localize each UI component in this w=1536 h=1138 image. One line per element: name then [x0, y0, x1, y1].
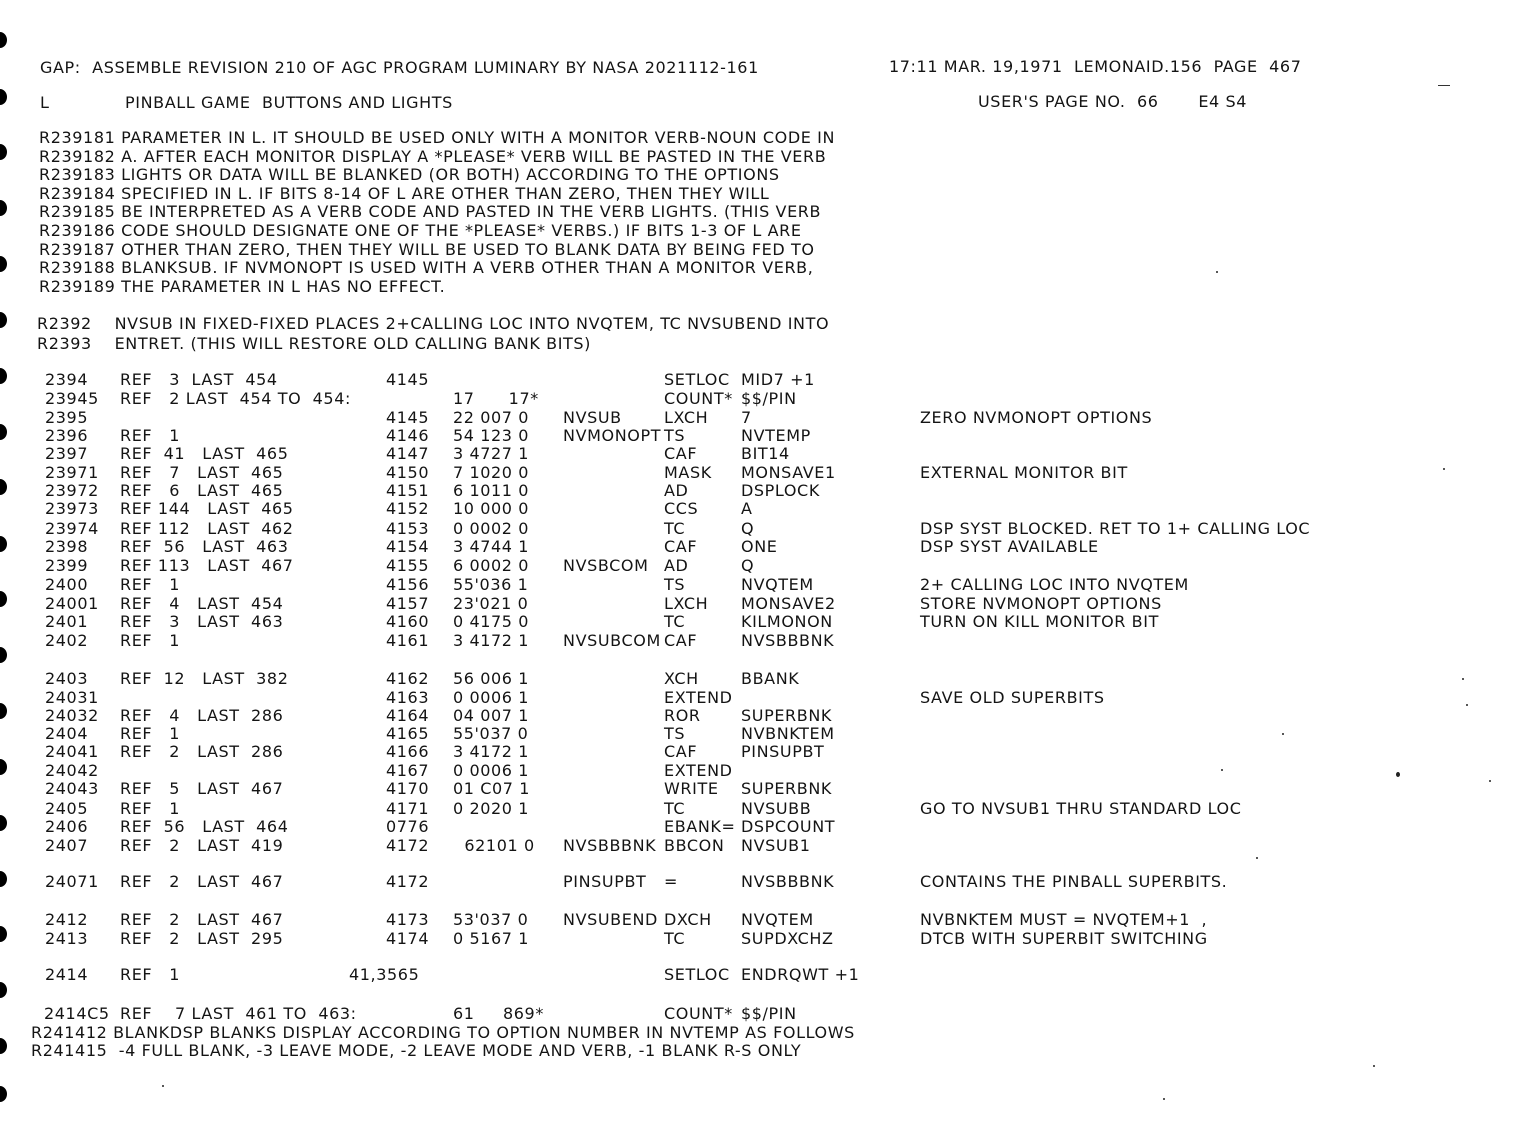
comment-line: R239187 OTHER THAN ZERO, THEN THEY WILL BE USED TO BLANK DATA BY BEING FED TO: [39, 239, 815, 259]
row-address: 4174: [386, 929, 430, 948]
row-reference: REF 6 LAST 465: [120, 481, 284, 500]
row-operand: $$/PIN: [741, 1004, 797, 1023]
row-operand: BIT14: [741, 444, 790, 463]
row-reference: REF 3 LAST 463: [120, 612, 284, 631]
row-opcode: =: [664, 872, 679, 891]
row-octal-code: 54 123 0: [453, 426, 530, 445]
speck: [1396, 772, 1400, 777]
header-title: GAP: ASSEMBLE REVISION 210 OF AGC PROGRAM LUMINARY BY NASA 2021112-161: [40, 58, 759, 77]
row-comment: SAVE OLD SUPERBITS: [920, 688, 1105, 707]
row-reference: REF 112 LAST 462: [120, 519, 294, 538]
row-operand: ONE: [741, 537, 778, 556]
row-operand: NVQTEM: [741, 910, 814, 929]
comment-line: R239183 LIGHTS OR DATA WILL BE BLANKED (OR BOTH) ACCORDING TO THE OPTIONS: [39, 165, 780, 185]
row-reference: REF 1: [120, 724, 181, 743]
row-address: 4170: [386, 779, 430, 798]
row-octal-code: 55'037 0: [453, 724, 529, 743]
punch-hole: [0, 926, 7, 942]
row-address: 4161: [386, 631, 430, 650]
row-sequence: 2400: [45, 575, 89, 594]
comment-line: R239184 SPECIFIED IN L. IF BITS 8-14 OF L ARE OTHER THAN ZERO, THEN THEY WILL: [39, 183, 770, 203]
row-opcode: COUNT*: [664, 1004, 733, 1023]
row-operand: DSPLOCK: [741, 481, 820, 500]
row-operand: NVQTEM: [741, 575, 814, 594]
row-sequence: 2412: [45, 910, 89, 929]
row-octal-code: 0 2020 1: [453, 799, 530, 818]
row-reference: REF 4 LAST 454: [120, 594, 284, 613]
row-address: 4166: [386, 742, 430, 761]
row-reference: REF 1: [120, 426, 181, 445]
row-sequence: 2404: [45, 724, 89, 743]
comment-line: R2392 NVSUB IN FIXED-FIXED PLACES 2+CALLING LOC INTO NVQTEM, TC NVSUBEND INTO: [37, 314, 830, 333]
row-label: NVSBBBNK: [563, 836, 657, 855]
row-opcode: MASK: [664, 463, 712, 482]
row-comment: DSP SYST BLOCKED. RET TO 1+ CALLING LOC: [920, 519, 1311, 538]
punch-hole: [0, 647, 7, 663]
header-user-page: USER'S PAGE NO. 66 E4 S4: [978, 92, 1248, 111]
punch-hole: [0, 368, 7, 384]
row-reference: REF 144 LAST 465: [120, 499, 294, 518]
row-octal-code: 0 0006 1: [453, 761, 530, 780]
row-reference: REF 7 LAST 461 TO 463:: [120, 1004, 357, 1023]
row-octal-code: 0 0002 0: [453, 519, 530, 538]
row-opcode: TS: [664, 426, 686, 445]
punch-hole: [0, 1038, 7, 1054]
punch-hole: [0, 815, 7, 831]
row-comment: STORE NVMONOPT OPTIONS: [920, 594, 1162, 613]
punch-hole: [0, 424, 7, 440]
comment-line: R241415 -4 FULL BLANK, -3 LEAVE MODE, -2 LEAVE MODE AND VERB, -1 BLANK R-S ONLY: [31, 1041, 802, 1060]
row-octal-code: 6 1011 0: [453, 481, 530, 500]
row-sequence: 24042: [45, 761, 99, 780]
row-operand: BBANK: [741, 669, 800, 688]
row-address: 4146: [386, 426, 430, 445]
punch-hole: [0, 256, 7, 272]
punch-hole: [0, 200, 7, 216]
row-address: 41,3565: [349, 965, 420, 984]
row-address: 4152: [386, 499, 430, 518]
row-operand: DSPCOUNT: [741, 817, 836, 836]
row-reference: REF 1: [120, 799, 181, 818]
row-address: 4157: [386, 594, 430, 613]
row-reference: REF 1: [120, 575, 181, 594]
row-octal-code: 3 4172 1: [453, 631, 530, 650]
row-operand: MID7 +1: [741, 370, 815, 389]
row-opcode: CAF: [664, 742, 698, 761]
row-operand: SUPERBNK: [741, 779, 832, 798]
punch-hole: [0, 871, 7, 887]
comment-line: R239185 BE INTERPRETED AS A VERB CODE AND PASTED IN THE VERB LIGHTS. (THIS VERB: [39, 202, 822, 222]
row-octal-code: 17 17*: [453, 389, 539, 408]
row-operand: NVSBBBNK: [741, 872, 835, 891]
row-reference: REF 2 LAST 286: [120, 742, 284, 761]
row-opcode: TC: [664, 612, 686, 631]
row-operand: PINSUPBT: [741, 742, 825, 761]
row-sequence: 2395: [45, 408, 89, 427]
margin-mark: [1438, 85, 1450, 86]
row-address: 4153: [386, 519, 430, 538]
row-opcode: LXCH: [664, 408, 709, 427]
row-sequence: 23972: [45, 481, 99, 500]
row-sequence: 2414C5: [44, 1004, 110, 1023]
row-reference: REF 2 LAST 295: [120, 929, 284, 948]
row-sequence: 2397: [45, 444, 89, 463]
row-address: 4145: [386, 408, 430, 427]
row-label: PINSUPBT: [563, 872, 647, 891]
row-operand: MONSAVE2: [741, 594, 836, 613]
row-operand: NVBNKTEM: [741, 724, 835, 743]
row-reference: REF 4 LAST 286: [120, 706, 284, 725]
row-sequence: 24031: [45, 688, 99, 707]
row-opcode: TC: [664, 929, 686, 948]
row-address: 4151: [386, 481, 430, 500]
row-reference: REF 2 LAST 454 TO 454:: [120, 389, 351, 408]
row-comment: DTCB WITH SUPERBIT SWITCHING: [920, 929, 1208, 948]
row-opcode: TC: [664, 799, 686, 818]
row-address: 4164: [386, 706, 430, 725]
row-reference: REF 1: [120, 631, 181, 650]
row-opcode: CAF: [664, 631, 698, 650]
row-opcode: CAF: [664, 444, 698, 463]
row-address: 4154: [386, 537, 430, 556]
row-address: 4165: [386, 724, 430, 743]
punch-hole: [0, 759, 7, 775]
speck: [1489, 780, 1491, 782]
punch-hole: [0, 703, 7, 719]
row-opcode: AD: [664, 556, 689, 575]
row-comment: 2+ CALLING LOC INTO NVQTEM: [920, 575, 1189, 594]
row-operand: $$/PIN: [741, 389, 797, 408]
row-sequence: 24001: [45, 594, 99, 613]
header-date-page: 17:11 MAR. 19,1971 LEMONAID.156 PAGE 467: [889, 57, 1302, 76]
row-comment: DSP SYST AVAILABLE: [920, 537, 1099, 556]
row-opcode: EXTEND: [664, 688, 733, 707]
row-opcode: SETLOC: [664, 965, 730, 984]
row-sequence: 23974: [45, 519, 99, 538]
row-operand: NVSBBBNK: [741, 631, 835, 650]
row-operand: NVSUBB: [741, 799, 812, 818]
row-address: 4167: [386, 761, 430, 780]
comment-line: R239181 PARAMETER IN L. IT SHOULD BE USED ONLY WITH A MONITOR VERB-NOUN CODE IN: [39, 128, 836, 147]
row-reference: REF 56 LAST 464: [120, 817, 289, 836]
row-reference: REF 2 LAST 467: [120, 872, 284, 891]
row-address: 4162: [386, 669, 430, 688]
row-octal-code: 0 4175 0: [453, 612, 530, 631]
row-opcode: TS: [664, 724, 686, 743]
punch-hole: [0, 312, 7, 328]
row-address: 0776: [386, 817, 430, 836]
row-opcode: XCH: [664, 669, 699, 688]
punch-hole: [0, 536, 7, 552]
row-sequence: 2398: [45, 537, 89, 556]
row-operand: A: [741, 499, 753, 518]
row-address: 4147: [386, 444, 430, 463]
row-sequence: 2401: [45, 612, 89, 631]
row-opcode: ROR: [664, 706, 701, 725]
row-sequence: 2414: [45, 965, 89, 984]
comment-line: R2393 ENTRET. (THIS WILL RESTORE OLD CALLING BANK BITS): [37, 334, 591, 353]
speck: [162, 1085, 164, 1087]
speck: [1163, 1098, 1165, 1100]
comment-line: R241412 BLANKDSP BLANKS DISPLAY ACCORDING TO OPTION NUMBER IN NVTEMP AS FOLLOWS: [31, 1023, 855, 1042]
row-sequence: 24071: [45, 872, 99, 891]
row-operand: NVSUB1: [741, 836, 811, 855]
row-opcode: EXTEND: [664, 761, 733, 780]
row-operand: KILMONON: [741, 612, 833, 631]
row-octal-code: 61 869*: [453, 1004, 544, 1023]
comment-line: R239188 BLANKSUB. IF NVMONOPT IS USED WITH A VERB OTHER THAN A MONITOR VERB,: [39, 258, 814, 278]
speck: [1221, 769, 1223, 771]
row-opcode: BBCON: [664, 836, 725, 855]
row-opcode: DXCH: [664, 910, 712, 929]
row-sequence: 2403: [45, 669, 89, 688]
row-address: 4171: [386, 799, 430, 818]
row-comment: GO TO NVSUB1 THRU STANDARD LOC: [920, 799, 1242, 818]
speck: [1443, 468, 1445, 470]
comment-line: R239186 CODE SHOULD DESIGNATE ONE OF THE *PLEASE* VERBS.) IF BITS 1-3 OF L ARE: [39, 221, 802, 240]
row-operand: NVTEMP: [741, 426, 811, 445]
row-opcode: SETLOC: [664, 370, 730, 389]
row-octal-code: 0 0006 1: [453, 688, 530, 707]
row-octal-code: 01 C07 1: [453, 779, 531, 798]
row-sequence: 2406: [45, 817, 89, 836]
row-octal-code: 3 4727 1: [453, 444, 530, 463]
punch-hole: [0, 982, 7, 998]
comment-line: R239182 A. AFTER EACH MONITOR DISPLAY A *PLEASE* VERB WILL BE PASTED IN THE VERB: [39, 146, 827, 166]
row-octal-code: 62101 0: [453, 836, 535, 855]
row-label: NVSUB: [563, 408, 622, 427]
row-reference: REF 7 LAST 465: [120, 463, 284, 482]
row-label: NVMONOPT: [563, 426, 662, 445]
row-reference: REF 3 LAST 454: [120, 370, 278, 389]
row-octal-code: 3 4172 1: [453, 742, 530, 761]
row-octal-code: 53'037 0: [453, 910, 529, 929]
row-reference: REF 5 LAST 467: [120, 779, 284, 798]
row-sequence: 2413: [45, 929, 89, 948]
row-address: 4156: [386, 575, 430, 594]
row-reference: REF 2 LAST 419: [120, 836, 284, 855]
header-section-title: PINBALL GAME BUTTONS AND LIGHTS: [125, 93, 453, 112]
row-comment: TURN ON KILL MONITOR BIT: [920, 612, 1159, 631]
row-address: 4155: [386, 556, 430, 575]
row-label: NVSUBCOM: [563, 631, 661, 650]
row-operand: SUPDXCHZ: [741, 929, 834, 948]
row-operand: ENDRQWT +1: [741, 965, 860, 984]
speck: [1466, 704, 1468, 706]
row-address: 4150: [386, 463, 430, 482]
row-sequence: 2402: [45, 631, 89, 650]
row-sequence: 2396: [45, 426, 89, 445]
row-sequence: 2407: [45, 836, 89, 855]
header-section-marker: L: [40, 93, 50, 112]
row-comment: CONTAINS THE PINBALL SUPERBITS.: [920, 872, 1228, 891]
row-address: 4160: [386, 612, 430, 631]
punch-hole: [0, 32, 7, 48]
row-address: 4172: [386, 836, 430, 855]
row-reference: REF 113 LAST 467: [120, 556, 294, 575]
row-comment: EXTERNAL MONITOR BIT: [920, 463, 1128, 482]
row-sequence: 2399: [45, 556, 89, 575]
row-octal-code: 22 007 0: [453, 408, 530, 427]
punch-hole: [0, 1086, 7, 1102]
row-opcode: EBANK=: [664, 817, 736, 836]
punch-hole: [0, 479, 7, 495]
row-opcode: CCS: [664, 499, 699, 518]
row-opcode: TS: [664, 575, 686, 594]
row-opcode: WRITE: [664, 779, 719, 798]
punch-hole: [0, 144, 7, 160]
row-address: 4172: [386, 872, 430, 891]
punch-hole: [0, 591, 7, 607]
row-octal-code: 6 0002 0: [453, 556, 530, 575]
row-opcode: TC: [664, 519, 686, 538]
row-operand: SUPERBNK: [741, 706, 832, 725]
row-comment: ZERO NVMONOPT OPTIONS: [920, 408, 1153, 427]
row-operand: Q: [741, 519, 755, 538]
row-address: 4163: [386, 688, 430, 707]
row-opcode: COUNT*: [664, 389, 733, 408]
row-reference: REF 12 LAST 382: [120, 669, 289, 688]
speck: [1462, 678, 1464, 680]
row-reference: REF 56 LAST 463: [120, 537, 289, 556]
speck: [1216, 271, 1218, 273]
row-address: 4145: [386, 370, 430, 389]
row-octal-code: 23'021 0: [453, 594, 529, 613]
row-operand: Q: [741, 556, 755, 575]
row-octal-code: 10 000 0: [453, 499, 530, 518]
row-sequence: 24043: [45, 779, 99, 798]
row-octal-code: 3 4744 1: [453, 537, 530, 556]
row-opcode: LXCH: [664, 594, 709, 613]
row-reference: REF 2 LAST 467: [120, 910, 284, 929]
row-octal-code: 55'036 1: [453, 575, 529, 594]
row-sequence: 2405: [45, 799, 89, 818]
row-sequence: 23945: [45, 389, 99, 408]
comment-line: R239189 THE PARAMETER IN L HAS NO EFFECT.: [39, 276, 446, 296]
row-label: NVSUBEND: [563, 910, 658, 929]
row-octal-code: 04 007 1: [453, 706, 530, 725]
row-sequence: 24041: [45, 742, 99, 761]
row-reference: REF 41 LAST 465: [120, 444, 289, 463]
speck: [1373, 1065, 1375, 1067]
row-sequence: 23973: [45, 499, 99, 518]
row-operand: MONSAVE1: [741, 463, 836, 482]
speck: [1282, 733, 1284, 735]
row-address: 4173: [386, 910, 430, 929]
row-opcode: CAF: [664, 537, 698, 556]
row-octal-code: 56 006 1: [453, 669, 530, 688]
row-opcode: AD: [664, 481, 689, 500]
row-reference: REF 1: [120, 965, 181, 984]
row-label: NVSBCOM: [563, 556, 649, 575]
row-comment: NVBNKTEM MUST = NVQTEM+1 ,: [920, 910, 1208, 929]
row-operand: 7: [741, 408, 752, 427]
row-sequence: 24032: [45, 706, 99, 725]
row-octal-code: 7 1020 0: [453, 463, 530, 482]
row-sequence: 23971: [45, 463, 99, 482]
punch-hole: [0, 89, 7, 105]
speck: [1256, 857, 1258, 859]
row-octal-code: 0 5167 1: [453, 929, 530, 948]
row-sequence: 2394: [45, 370, 89, 389]
